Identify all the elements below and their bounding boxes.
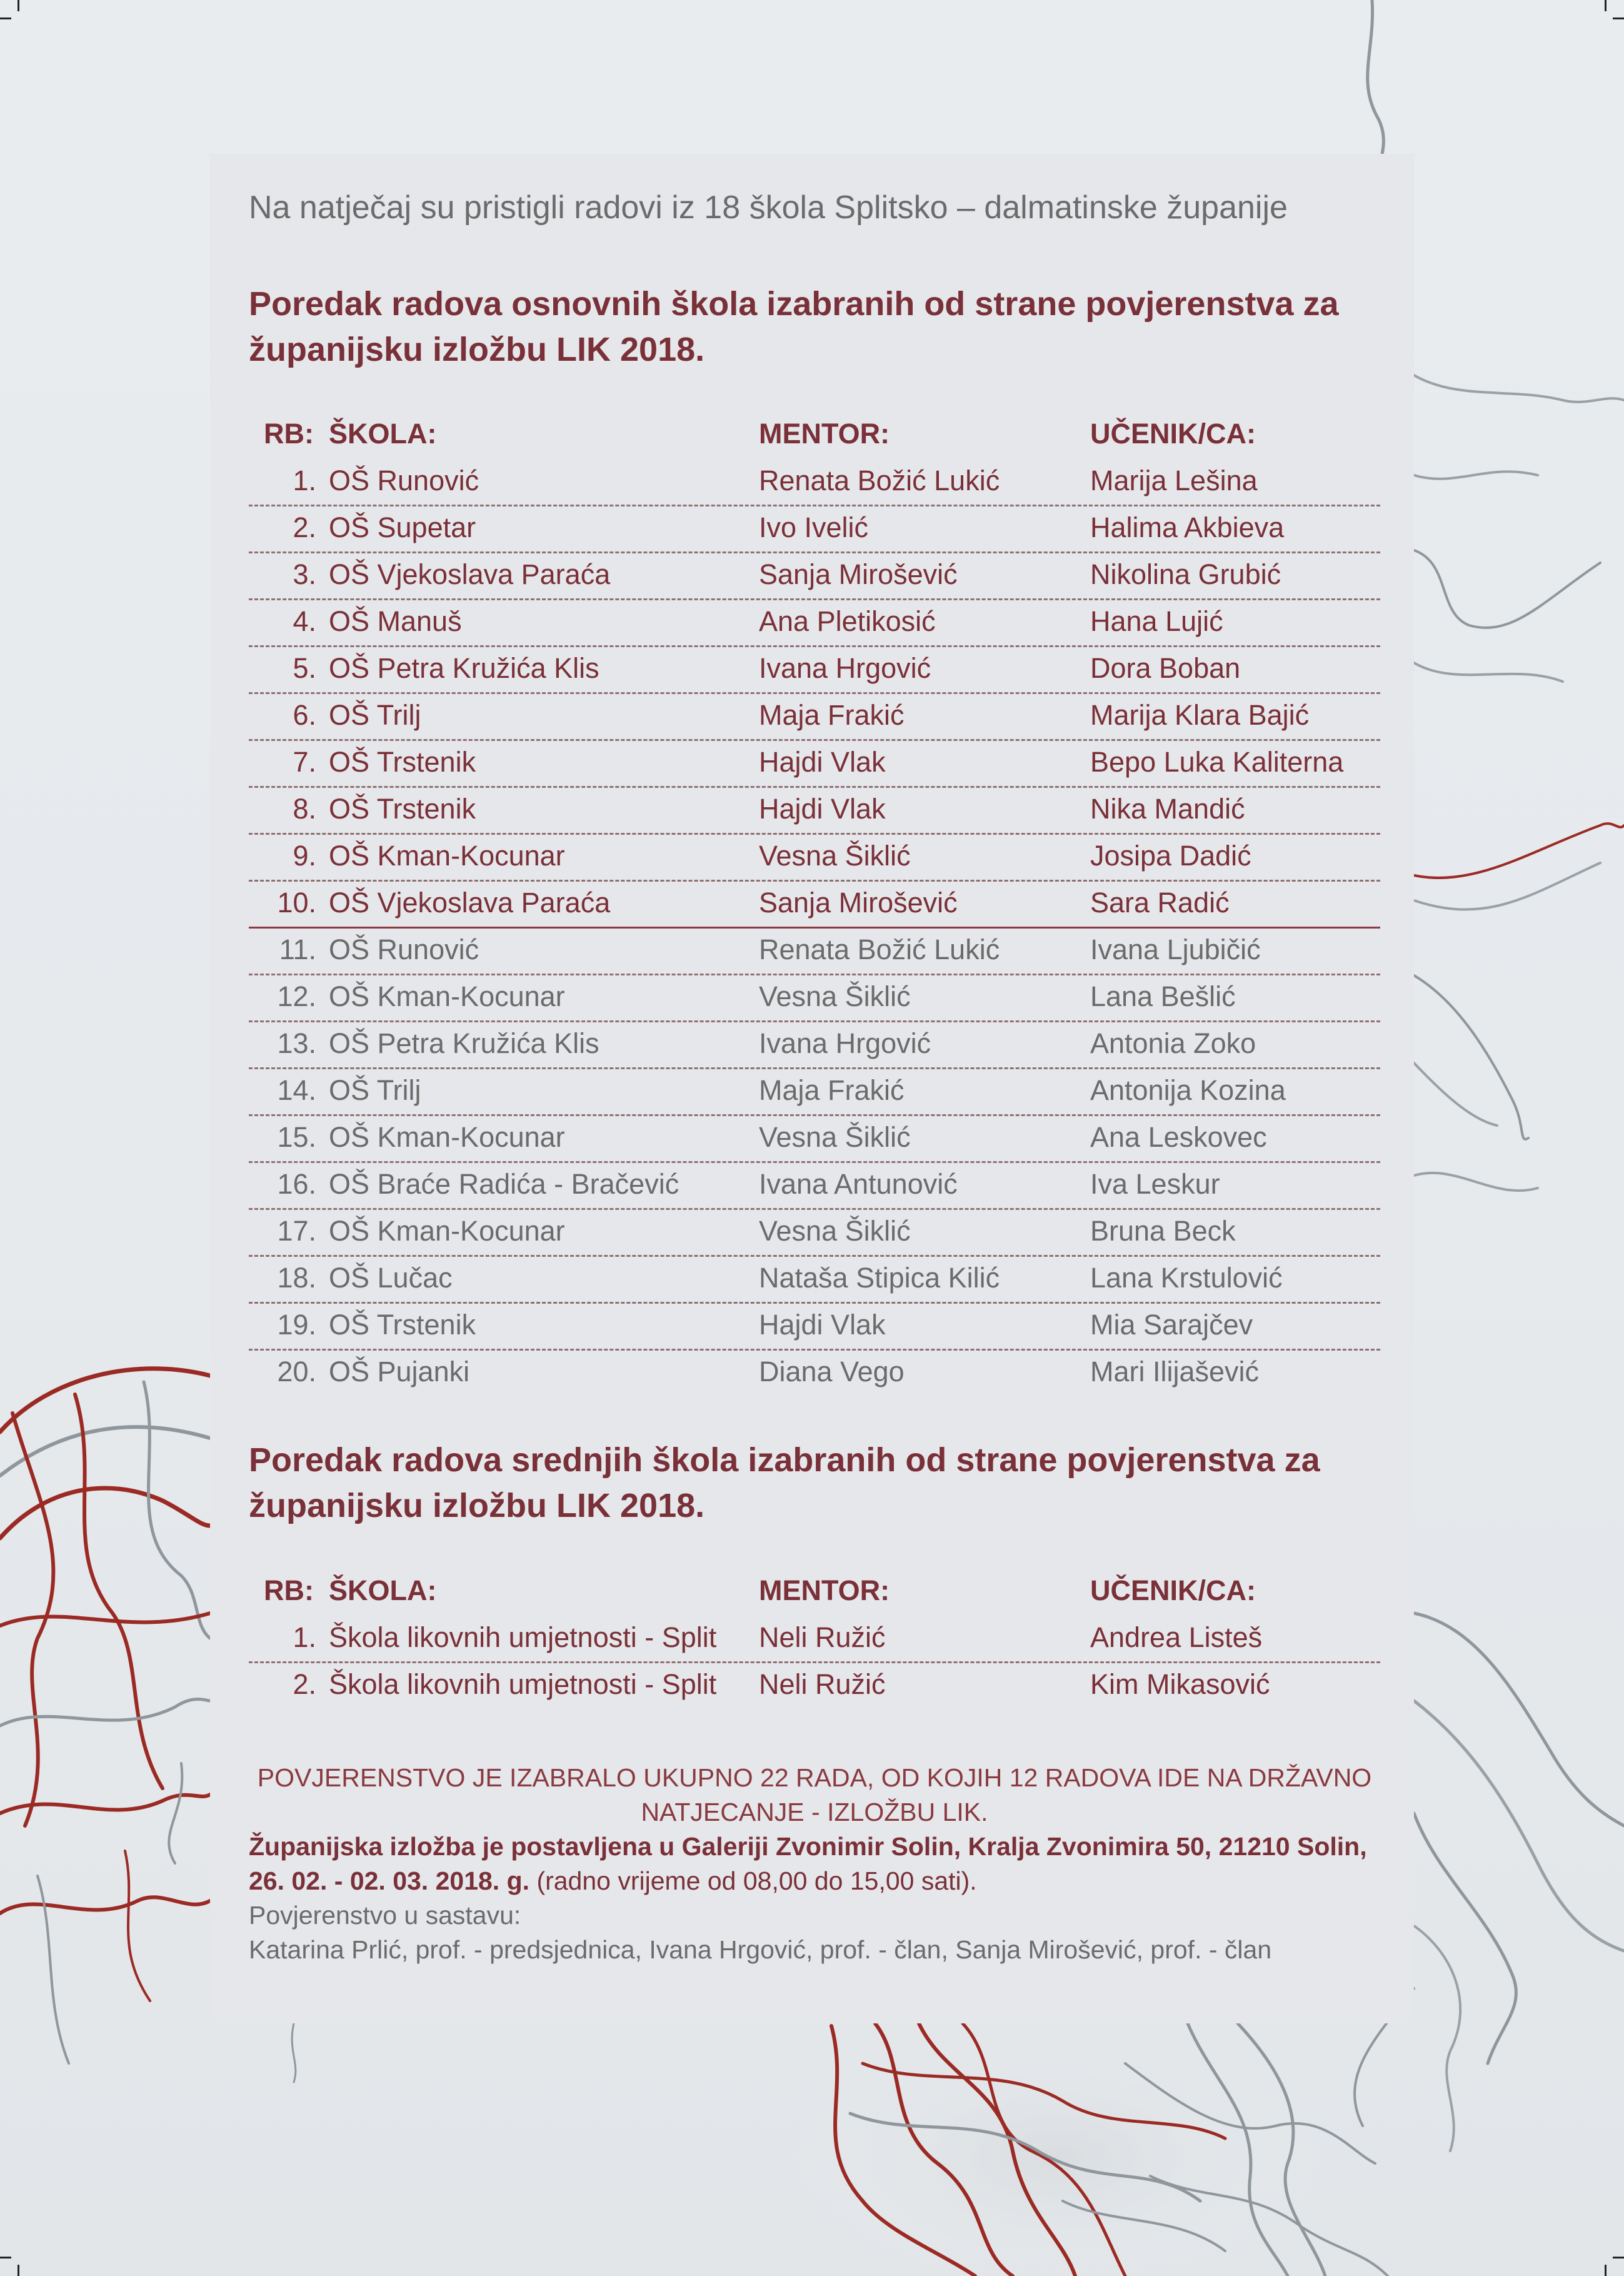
row-mentor: Sanja Mirošević [759,558,958,590]
row-student: Antonija Kozina [1090,1074,1286,1106]
row-school: OŠ Lučac [329,1262,453,1294]
row-student: Nika Mandić [1090,793,1245,825]
table-row [249,1210,1380,1257]
row-school: OŠ Trilj [329,699,421,731]
row-school: OŠ Vjekoslava Paraća [329,887,611,919]
row-rb: 15. [277,1121,316,1153]
row-mentor: Maja Frakić [759,1074,905,1106]
results-panel [210,154,1414,2023]
exhibition-hours: (radno vrijeme od 08,00 do 15,00 sati). [536,1866,977,1895]
row-student: Kim Mikasović [1090,1668,1270,1700]
table-row [249,1616,1380,1663]
row-mentor: Ivo Ivelić [759,511,869,543]
table-header-row [249,1569,1380,1616]
row-mentor: Vesna Šiklić [759,980,911,1012]
row-mentor: Neli Ružić [759,1668,886,1700]
secondary-title-line: županijsku izložbu LIK 2018. [249,1487,705,1524]
row-school: OŠ Kman-Kocunar [329,840,565,872]
row-student: Marija Lešina [1090,465,1258,496]
primary-rows [249,460,1380,1397]
row-school: OŠ Runović [329,465,479,496]
row-school: OŠ Kman-Kocunar [329,1121,565,1153]
table-row [249,1022,1380,1069]
row-mentor: Renata Božić Lukić [759,465,1000,496]
table-row [249,460,1380,506]
table-row [249,647,1380,694]
row-rb: 3. [293,558,316,590]
exhibition-dates-line [249,1864,1380,1898]
header-mentor: MENTOR: [759,418,890,450]
table-row [249,1116,1380,1163]
row-rb: 12. [277,980,316,1012]
secondary-section-title [249,1438,1374,1529]
header-rb: RB: [264,1574,314,1606]
table-row [249,506,1380,553]
row-rb: 2. [293,511,316,543]
row-rb: 10. [277,887,316,919]
row-school: OŠ Trstenik [329,1309,476,1341]
row-rb: 13. [277,1027,316,1059]
header-school: ŠKOLA: [329,418,437,450]
crop-mark [1605,2265,1606,2276]
row-rb: 1. [293,465,316,496]
table-row [249,975,1380,1022]
row-mentor: Nataša Stipica Kilić [759,1262,1000,1294]
row-student: Josipa Dadić [1090,840,1251,872]
row-student: Antonia Zoko [1090,1027,1256,1059]
row-school: OŠ Trstenik [329,793,476,825]
row-rb: 16. [277,1168,316,1200]
row-rb: 1. [293,1621,316,1653]
row-mentor: Maja Frakić [759,699,905,731]
row-student: Sara Radić [1090,887,1230,919]
summary-footer [249,1761,1380,1967]
row-student: Iva Leskur [1090,1168,1220,1200]
header-rb: RB: [264,418,314,450]
row-rb: 6. [293,699,316,731]
crop-mark [0,2257,11,2258]
row-school: OŠ Petra Kružića Klis [329,1027,599,1059]
row-rb: 11. [279,934,316,965]
table-row [249,1351,1380,1397]
crop-mark [0,18,11,19]
row-student: Nikolina Grubić [1090,558,1281,590]
summary-line: POVJERENSTVO JE IZABRALO UKUPNO 22 RADA, OD KOJIH 12 RADOVA IDE NA DRŽAVNO [257,1763,1372,1792]
row-mentor: Ana Pletikosić [759,605,936,637]
row-rb: 4. [293,605,316,637]
crop-mark [1605,0,1606,11]
row-school: OŠ Trilj [329,1074,421,1106]
row-school: OŠ Trstenik [329,746,476,778]
row-mentor: Hajdi Vlak [759,746,886,778]
row-mentor: Renata Božić Lukić [759,934,1000,965]
row-school: OŠ Supetar [329,511,476,543]
row-rb: 7. [293,746,316,778]
row-school: Škola likovnih umjetnosti - Split [329,1621,717,1653]
row-school: OŠ Braće Radića - Bračević [329,1168,679,1200]
row-rb: 2. [293,1668,316,1700]
row-mentor: Neli Ružić [759,1621,886,1653]
primary-results-table [249,413,1380,1397]
row-school: OŠ Manuš [329,605,462,637]
table-row [249,1257,1380,1304]
row-student: Ivana Ljubičić [1090,934,1261,965]
primary-section-title [249,281,1374,373]
table-row [249,929,1380,975]
table-row [249,1663,1380,1710]
table-row [249,835,1380,882]
row-student: Andrea Listeš [1090,1621,1263,1653]
row-mentor: Vesna Šiklić [759,1215,911,1247]
row-student: Halima Akbieva [1090,511,1285,543]
crop-mark [18,2265,19,2276]
row-student: Lana Krstulović [1090,1262,1283,1294]
table-row [249,788,1380,835]
intro-text: Na natječaj su pristigli radovi iz 18 škola Splitsko – dalmatinske županije [249,189,1288,226]
header-student: UČENIK/CA: [1090,418,1256,450]
secondary-rows [249,1616,1380,1710]
row-mentor: Diana Vego [759,1356,905,1387]
crop-mark [1613,18,1624,19]
row-mentor: Hajdi Vlak [759,1309,886,1341]
header-student: UČENIK/CA: [1090,1574,1256,1606]
table-row [249,553,1380,600]
row-mentor: Vesna Šiklić [759,840,911,872]
row-mentor: Vesna Šiklić [759,1121,911,1153]
row-school: OŠ Vjekoslava Paraća [329,558,611,590]
committee-members: Katarina Prlić, prof. - predsjednica, Ivana Hrgović, prof. - član, Sanja Mirošević, prof. - član [249,1935,1272,1964]
crop-mark [18,0,19,11]
row-rb: 5. [293,652,316,684]
row-student: Mia Sarajčev [1090,1309,1253,1341]
row-mentor: Ivana Antunović [759,1168,958,1200]
row-student: Ana Leskovec [1090,1121,1267,1153]
row-student: Dora Boban [1090,652,1241,684]
row-student: Hana Lujić [1090,605,1223,637]
header-school: ŠKOLA: [329,1574,437,1606]
table-row [249,741,1380,788]
row-school: Škola likovnih umjetnosti - Split [329,1668,717,1700]
row-rb: 8. [293,793,316,825]
primary-title-line: županijsku izložbu LIK 2018. [249,331,705,368]
header-mentor: MENTOR: [759,1574,890,1606]
row-student: Bepo Luka Kaliterna [1090,746,1344,778]
table-row [249,1069,1380,1116]
row-school: OŠ Petra Kružića Klis [329,652,599,684]
committee-label: Povjerenstvo u sastavu: [249,1901,521,1930]
row-school: OŠ Pujanki [329,1356,470,1387]
row-rb: 14. [277,1074,316,1106]
exhibition-location: Županijska izložba je postavljena u Galeriji Zvonimir Solin, Kralja Zvonimira 50, 21210 Solin, [249,1832,1367,1861]
secondary-title-line: Poredak radova srednjih škola izabranih od strane povjerenstva za [249,1441,1320,1479]
row-rb: 19. [277,1309,316,1341]
table-row [249,1304,1380,1351]
row-rb: 17. [277,1215,316,1247]
row-mentor: Sanja Mirošević [759,887,958,919]
row-rb: 20. [277,1356,316,1387]
table-row [249,694,1380,741]
row-school: OŠ Runović [329,934,479,965]
row-student: Bruna Beck [1090,1215,1236,1247]
row-school: OŠ Kman-Kocunar [329,1215,565,1247]
row-mentor: Hajdi Vlak [759,793,886,825]
row-school: OŠ Kman-Kocunar [329,980,565,1012]
row-student: Lana Bešlić [1090,980,1236,1012]
row-mentor: Ivana Hrgović [759,652,931,684]
table-row [249,882,1380,929]
row-rb: 9. [293,840,316,872]
table-row [249,600,1380,647]
row-rb: 18. [277,1262,316,1294]
secondary-results-table [249,1569,1380,1710]
exhibition-dates: 26. 02. - 02. 03. 2018. g. [249,1866,530,1895]
row-mentor: Ivana Hrgović [759,1027,931,1059]
crop-mark [1613,2257,1624,2258]
table-row [249,1163,1380,1210]
primary-title-line: Poredak radova osnovnih škola izabranih od strane povjerenstva za [249,285,1339,323]
row-student: Mari Ilijašević [1090,1356,1260,1387]
summary-line: NATJECANJE - IZLOŽBU LIK. [641,1798,988,1826]
table-header-row [249,413,1380,460]
row-student: Marija Klara Bajić [1090,699,1310,731]
